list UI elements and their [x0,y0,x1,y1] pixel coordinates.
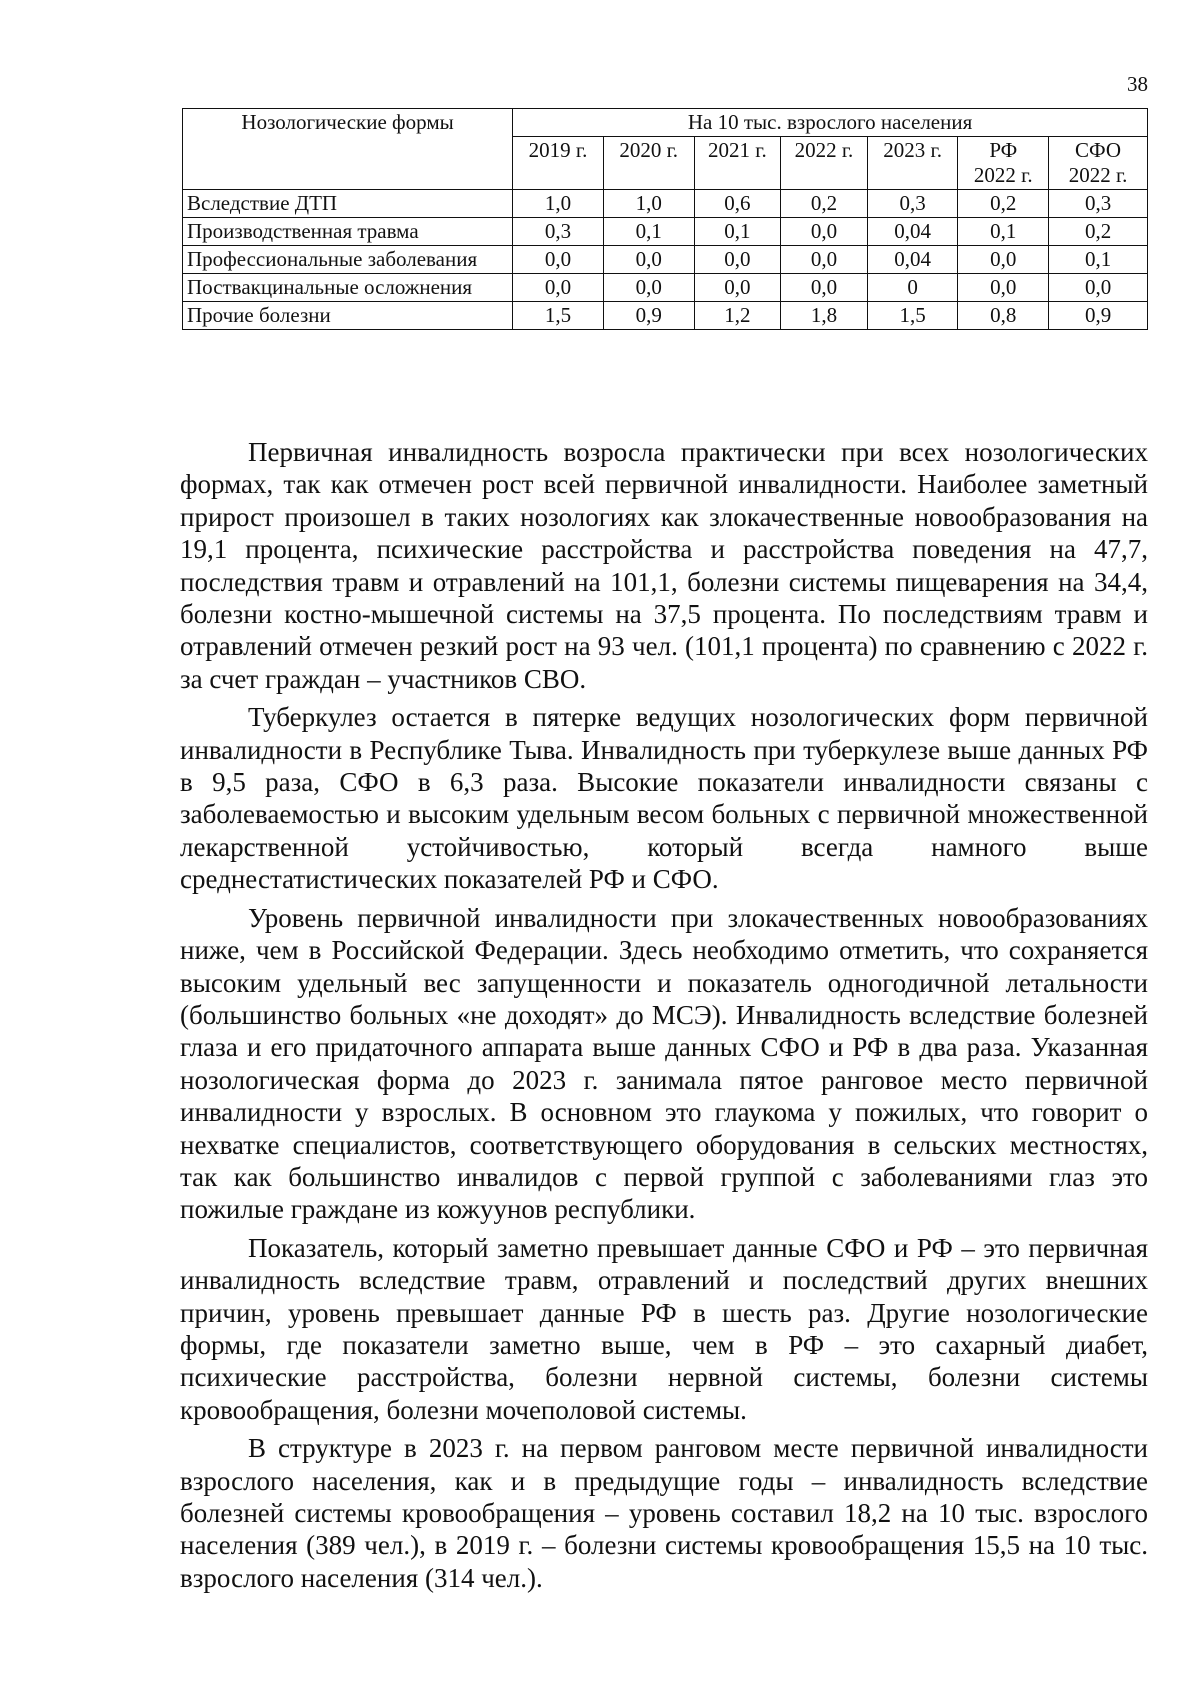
header-year: 2022 г. [781,137,868,190]
table-cell: 0,0 [603,274,694,302]
disability-table [182,108,1148,330]
table-cell: 0,0 [958,274,1049,302]
table-body [183,190,1148,330]
table-cell: 1,0 [513,190,604,218]
table-cell: 0,3 [513,218,604,246]
table-cell: 0,04 [867,218,958,246]
table-cell: 0,9 [1049,302,1148,330]
table-cell: 1,5 [867,302,958,330]
header-rf-line2: 2022 г. [973,163,1033,187]
table-cell: 0,1 [1049,246,1148,274]
table-row [183,302,1148,330]
row-label: Прочие болезни [183,302,513,330]
body-text [180,436,1148,1600]
table-cell: 0,2 [781,190,868,218]
table-cell: 0,2 [958,190,1049,218]
paragraph: Показатель, который заметно превышает данные СФО и РФ – это первичная инвалидность вследствие травм, отравлений и последствий других внешних причин, уровень превышает данные РФ в шесть раз. Другие нозологические формы, где показатели заметно выше, чем в РФ – это сахарный диабет, психические расстройства, болезни нервной системы, болезни системы кровообращения, болезни мочеполовой системы. [180,1232,1148,1425]
table-cell: 0,0 [781,274,868,302]
table-cell: 0,0 [513,246,604,274]
header-sfo [1049,137,1148,190]
table-cell: 1,2 [694,302,781,330]
table-cell: 0,1 [958,218,1049,246]
header-sfo-line2: 2022 г. [1068,163,1128,187]
row-label: Производственная травма [183,218,513,246]
table-cell: 0,2 [1049,218,1148,246]
table-row [183,218,1148,246]
table-row [183,190,1148,218]
table-cell: 1,8 [781,302,868,330]
paragraph: В структуре в 2023 г. на первом ранговом месте первичной инвалидности взрослого населения, как и в предыдущие годы – инвалидность вследствие болезней системы кровообращения – уровень составил 18,2 на 10 тыс. взрослого населения (389 чел.), в 2019 г. – болезни системы кровообращения 15,5 на 10 тыс. взрослого населения (314 чел.). [180,1433,1148,1593]
table-cell: 0,3 [867,190,958,218]
header-sfo-line1: СФО [1075,138,1122,162]
row-label: Профессиональные заболевания [183,246,513,274]
paragraph: Первичная инвалидность возросла практически при всех нозологических формах, так как отмечен рост всей первичной инвалидности. Наиболее заметный прирост произошел в таких нозологиях как злокачественные новообразования на 19,1 процента, психические расстройства и расстройства поведения на 47,7, последствия травм и отравлений на 101,1, болезни системы пищеварения на 34,4, болезни костно-мышечной системы на 37,5 процента. По последствиям травм и отравлений отмечен резкий рост на 93 чел. (101,1 процента) по сравнению с 2022 г. за счет граждан – участников СВО. [180,437,1148,694]
table-cell: 0,0 [781,246,868,274]
header-group: На 10 тыс. взрослого населения [513,109,1148,137]
row-label: Вследствие ДТП [183,190,513,218]
table-cell: 0,0 [1049,274,1148,302]
paragraph: Туберкулез остается в пятерке ведущих нозологических форм первичной инвалидности в Республике Тыва. Инвалидность при туберкулезе выше данных РФ в 9,5 раза, СФО в 6,3 раза. Высокие показатели инвалидности связаны с заболеваемостью и высоким удельным весом больных с первичной множественной лекарственной устойчивостью, который всегда намного выше среднестатистических показателей РФ и СФО. [180,702,1148,895]
row-label: Поствакцинальные осложнения [183,274,513,302]
table-cell: 0,1 [694,218,781,246]
table-cell: 1,5 [513,302,604,330]
table-cell: 0,0 [958,246,1049,274]
header-year: 2020 г. [603,137,694,190]
table-row [183,274,1148,302]
table-cell: 0,04 [867,246,958,274]
table-row [183,246,1148,274]
table-cell: 0,3 [1049,190,1148,218]
table-cell: 0,1 [603,218,694,246]
table-cell: 0,0 [694,246,781,274]
table-cell: 0,8 [958,302,1049,330]
header-year: 2021 г. [694,137,781,190]
table-cell: 0 [867,274,958,302]
table-cell: 0,9 [603,302,694,330]
header-rf-line1: РФ [989,138,1018,162]
table-header-row [183,109,1148,137]
table-cell: 1,0 [603,190,694,218]
table-cell: 0,0 [513,274,604,302]
header-year: 2023 г. [867,137,958,190]
header-nosology: Нозологические формы [183,109,513,190]
page-number: 38 [1127,72,1148,96]
table-cell: 0,0 [694,274,781,302]
table-cell: 0,0 [603,246,694,274]
header-rf [958,137,1049,190]
paragraph: Уровень первичной инвалидности при злокачественных новообразованиях ниже, чем в Российской Федерации. Здесь необходимо отметить, что сохраняется высоким удельный вес запущенности и показатель одногодичной летальности (большинство больных «не доходят» до МСЭ). Инвалидность вследствие болезней глаза и его придаточного аппарата выше данных СФО и РФ в два раза. Указанная нозологическая форма до 2023 г. занимала пятое ранговое место первичной инвалидности у взрослых. В основном это глаукома у пожилых, что говорит о нехватке специалистов, соответствующего оборудования в сельских местностях, так как большинство инвалидов с первой группой с заболеваниями глаз это пожилые граждане из кожуунов республики. [180,902,1148,1225]
table-cell: 0,6 [694,190,781,218]
table-cell: 0,0 [781,218,868,246]
header-year: 2019 г. [513,137,604,190]
